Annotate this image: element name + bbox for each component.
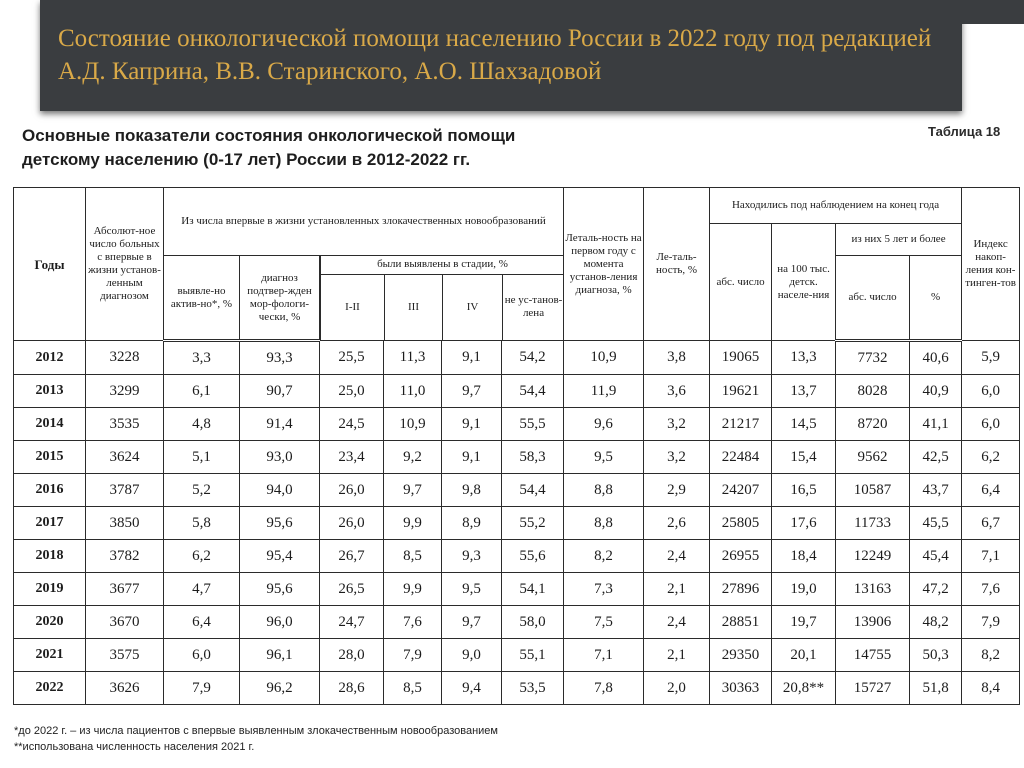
cell-active: 3,3	[164, 341, 240, 375]
cell-abs: 3575	[86, 639, 164, 672]
cell-leth: 2,6	[644, 507, 710, 540]
cell-index: 6,7	[962, 507, 1020, 540]
footnote-1: *до 2022 г. – из числа пациентов с впервые выявленным злокачественным новообразованием	[14, 725, 498, 737]
cell-five_pct: 47,2	[910, 573, 962, 606]
cell-morph: 91,4	[240, 408, 320, 441]
cell-year: 2020	[14, 606, 86, 639]
cell-five_pct: 45,5	[910, 507, 962, 540]
cell-active: 7,9	[164, 672, 240, 705]
cell-s12: 26,0	[320, 474, 384, 507]
header-stage-1-2: I-II	[321, 274, 385, 340]
cell-s4: 9,1	[442, 408, 502, 441]
header-stage-unknown: не ус-танов-лена	[503, 274, 564, 340]
stages-subtable	[320, 256, 564, 340]
cell-sn: 54,4	[502, 474, 564, 507]
cell-leth1: 10,9	[564, 341, 644, 375]
header-stages-group: были выявлены в стадии, %	[321, 256, 564, 274]
cell-morph: 95,6	[240, 573, 320, 606]
cell-sn: 55,5	[502, 408, 564, 441]
cell-s3: 9,7	[384, 474, 442, 507]
cell-sn: 58,3	[502, 441, 564, 474]
cell-sn: 58,0	[502, 606, 564, 639]
cell-obs_rate: 19,7	[772, 606, 836, 639]
cell-five_abs: 10587	[836, 474, 910, 507]
cell-s3: 11,0	[384, 375, 442, 408]
cell-obs_abs: 28851	[710, 606, 772, 639]
cell-leth1: 11,9	[564, 375, 644, 408]
cell-five_abs: 9562	[836, 441, 910, 474]
cell-obs_abs: 26955	[710, 540, 772, 573]
cell-s4: 9,0	[442, 639, 502, 672]
cell-active: 4,8	[164, 408, 240, 441]
cell-five_pct: 43,7	[910, 474, 962, 507]
cell-obs_rate: 13,3	[772, 341, 836, 375]
cell-five_abs: 13906	[836, 606, 910, 639]
table-caption	[22, 124, 742, 172]
cell-five_pct: 40,6	[910, 341, 962, 375]
cell-morph: 94,0	[240, 474, 320, 507]
cell-leth1: 7,3	[564, 573, 644, 606]
cell-year: 2014	[14, 408, 86, 441]
cell-sn: 55,6	[502, 540, 564, 573]
cell-index: 7,6	[962, 573, 1020, 606]
cell-leth1: 7,5	[564, 606, 644, 639]
cell-s12: 26,7	[320, 540, 384, 573]
cell-obs_rate: 20,1	[772, 639, 836, 672]
cell-index: 6,2	[962, 441, 1020, 474]
header-five-abs: абс. число	[836, 256, 910, 341]
header-stage-4: IV	[443, 274, 503, 340]
cell-morph: 93,0	[240, 441, 320, 474]
cell-active: 5,2	[164, 474, 240, 507]
cell-obs_rate: 20,8**	[772, 672, 836, 705]
cell-year: 2021	[14, 639, 86, 672]
cell-five_abs: 11733	[836, 507, 910, 540]
cell-s12: 25,5	[320, 341, 384, 375]
cell-five_abs: 7732	[836, 341, 910, 375]
cell-index: 8,2	[962, 639, 1020, 672]
cell-s4: 9,8	[442, 474, 502, 507]
cell-s12: 28,0	[320, 639, 384, 672]
cell-active: 5,1	[164, 441, 240, 474]
cell-obs_abs: 21217	[710, 408, 772, 441]
table-row	[14, 375, 1020, 408]
slide-header	[0, 0, 1024, 115]
cell-active: 6,1	[164, 375, 240, 408]
cell-leth: 2,0	[644, 672, 710, 705]
cell-five_pct: 41,1	[910, 408, 962, 441]
header-detected-active: выявле-но актив-но*, %	[164, 256, 240, 341]
cell-s4: 9,3	[442, 540, 502, 573]
cell-sn: 53,5	[502, 672, 564, 705]
cell-morph: 96,1	[240, 639, 320, 672]
cell-morph: 90,7	[240, 375, 320, 408]
cell-morph: 96,2	[240, 672, 320, 705]
cell-five_abs: 13163	[836, 573, 910, 606]
header-absolute: Абсолют-ное число больных с впервые в жизни установ-ленным диагнозом	[86, 188, 164, 341]
header-morph-confirmed: диагноз подтвер-жден мор-фологи-чески, %	[240, 256, 320, 341]
cell-abs: 3228	[86, 341, 164, 375]
cell-obs_abs: 25805	[710, 507, 772, 540]
cell-active: 5,8	[164, 507, 240, 540]
cell-leth: 2,4	[644, 606, 710, 639]
cell-sn: 54,1	[502, 573, 564, 606]
cell-morph: 95,6	[240, 507, 320, 540]
table-caption-line-1: Основные показатели состояния онкологической помощи	[22, 126, 516, 145]
cell-s4: 9,1	[442, 341, 502, 375]
cell-five_pct: 45,4	[910, 540, 962, 573]
cell-five_pct: 50,3	[910, 639, 962, 672]
cell-index: 6,0	[962, 408, 1020, 441]
table-row	[14, 474, 1020, 507]
cell-s3: 8,5	[384, 672, 442, 705]
header-five-pct: %	[910, 256, 962, 341]
table-row	[14, 639, 1020, 672]
header-abs-number: абс. число	[710, 224, 772, 341]
cell-s4: 9,4	[442, 672, 502, 705]
indicators-table	[13, 187, 1020, 705]
cell-abs: 3787	[86, 474, 164, 507]
cell-morph: 96,0	[240, 606, 320, 639]
cell-abs: 3782	[86, 540, 164, 573]
table-row	[14, 672, 1020, 705]
header-accumulation-index: Индекс накоп-ления кон-тинген-тов	[962, 188, 1020, 341]
cell-year: 2017	[14, 507, 86, 540]
cell-leth: 2,1	[644, 573, 710, 606]
cell-leth1: 8,8	[564, 507, 644, 540]
cell-obs_rate: 13,7	[772, 375, 836, 408]
cell-leth1: 7,1	[564, 639, 644, 672]
cell-abs: 3850	[86, 507, 164, 540]
cell-active: 4,7	[164, 573, 240, 606]
cell-obs_rate: 15,4	[772, 441, 836, 474]
cell-leth: 3,6	[644, 375, 710, 408]
cell-leth1: 8,8	[564, 474, 644, 507]
cell-obs_abs: 29350	[710, 639, 772, 672]
cell-obs_abs: 19065	[710, 341, 772, 375]
cell-five_abs: 12249	[836, 540, 910, 573]
cell-morph: 93,3	[240, 341, 320, 375]
cell-index: 8,4	[962, 672, 1020, 705]
cell-s4: 9,5	[442, 573, 502, 606]
cell-year: 2015	[14, 441, 86, 474]
header-observed-group: Находились под наблюдением на конец года	[710, 188, 962, 224]
cell-leth: 3,2	[644, 441, 710, 474]
cell-abs: 3624	[86, 441, 164, 474]
cell-s4: 9,1	[442, 441, 502, 474]
cell-s3: 9,9	[384, 573, 442, 606]
cell-s12: 28,6	[320, 672, 384, 705]
cell-leth1: 8,2	[564, 540, 644, 573]
cell-five_abs: 8720	[836, 408, 910, 441]
cell-index: 7,1	[962, 540, 1020, 573]
cell-five_abs: 8028	[836, 375, 910, 408]
cell-five_abs: 14755	[836, 639, 910, 672]
title-box	[40, 0, 962, 111]
cell-obs_abs: 19621	[710, 375, 772, 408]
cell-five_abs: 15727	[836, 672, 910, 705]
cell-s12: 26,0	[320, 507, 384, 540]
cell-five_pct: 40,9	[910, 375, 962, 408]
cell-index: 7,9	[962, 606, 1020, 639]
cell-s3: 7,6	[384, 606, 442, 639]
cell-five_pct: 48,2	[910, 606, 962, 639]
cell-leth: 2,4	[644, 540, 710, 573]
cell-index: 5,9	[962, 341, 1020, 375]
header-five-years-group: из них 5 лет и более	[836, 224, 962, 256]
cell-abs: 3677	[86, 573, 164, 606]
table-row	[14, 540, 1020, 573]
cell-five_pct: 42,5	[910, 441, 962, 474]
cell-s4: 9,7	[442, 606, 502, 639]
cell-sn: 55,2	[502, 507, 564, 540]
footnote-2: **использована численность населения 2021 г.	[14, 741, 255, 753]
table-row	[14, 441, 1020, 474]
cell-obs_abs: 22484	[710, 441, 772, 474]
cell-obs_rate: 14,5	[772, 408, 836, 441]
cell-s3: 8,5	[384, 540, 442, 573]
cell-obs_rate: 16,5	[772, 474, 836, 507]
table-row	[14, 507, 1020, 540]
cell-leth: 3,2	[644, 408, 710, 441]
cell-leth1: 9,5	[564, 441, 644, 474]
cell-active: 6,0	[164, 639, 240, 672]
cell-leth1: 7,8	[564, 672, 644, 705]
header-lethality-first-year: Леталь-ность на первом году с момента установ-ления диагноза, %	[564, 188, 644, 341]
cell-obs_abs: 24207	[710, 474, 772, 507]
cell-obs_rate: 18,4	[772, 540, 836, 573]
cell-s3: 10,9	[384, 408, 442, 441]
cell-s4: 9,7	[442, 375, 502, 408]
header-stage-3: III	[385, 274, 443, 340]
cell-five_pct: 51,8	[910, 672, 962, 705]
header-years: Годы	[14, 188, 86, 341]
header-per-100k: на 100 тыс. детск. населе-ния	[772, 224, 836, 341]
table-row	[14, 341, 1020, 375]
cell-obs_abs: 27896	[710, 573, 772, 606]
cell-obs_abs: 30363	[710, 672, 772, 705]
cell-year: 2018	[14, 540, 86, 573]
cell-sn: 54,2	[502, 341, 564, 375]
cell-abs: 3670	[86, 606, 164, 639]
cell-index: 6,4	[962, 474, 1020, 507]
cell-year: 2013	[14, 375, 86, 408]
header-new-cases-group: Из числа впервые в жизни установленных злокачественных новообразований	[164, 188, 564, 256]
cell-leth: 2,1	[644, 639, 710, 672]
cell-s12: 24,5	[320, 408, 384, 441]
table-body	[14, 341, 1020, 705]
cell-leth: 2,9	[644, 474, 710, 507]
cell-s12: 26,5	[320, 573, 384, 606]
cell-s12: 25,0	[320, 375, 384, 408]
cell-s4: 8,9	[442, 507, 502, 540]
cell-abs: 3535	[86, 408, 164, 441]
header-lethality: Ле-таль-ность, %	[644, 188, 710, 341]
table-row	[14, 606, 1020, 639]
table-row	[14, 573, 1020, 606]
cell-morph: 95,4	[240, 540, 320, 573]
table-caption-line-2: детскому населению (0-17 лет) России в 2012-2022 гг.	[22, 150, 471, 169]
table-number: Таблица 18	[928, 124, 1001, 139]
cell-obs_rate: 19,0	[772, 573, 836, 606]
cell-s3: 9,9	[384, 507, 442, 540]
cell-obs_rate: 17,6	[772, 507, 836, 540]
footnotes	[14, 723, 774, 755]
cell-active: 6,4	[164, 606, 240, 639]
cell-sn: 54,4	[502, 375, 564, 408]
cell-year: 2022	[14, 672, 86, 705]
table-row	[14, 408, 1020, 441]
cell-year: 2019	[14, 573, 86, 606]
cell-leth1: 9,6	[564, 408, 644, 441]
cell-abs: 3299	[86, 375, 164, 408]
cell-s12: 24,7	[320, 606, 384, 639]
cell-s3: 11,3	[384, 341, 442, 375]
cell-index: 6,0	[962, 375, 1020, 408]
cell-abs: 3626	[86, 672, 164, 705]
cell-leth: 3,8	[644, 341, 710, 375]
title-strip-decoration	[962, 0, 1024, 24]
cell-active: 6,2	[164, 540, 240, 573]
cell-year: 2016	[14, 474, 86, 507]
cell-s12: 23,4	[320, 441, 384, 474]
cell-year: 2012	[14, 341, 86, 375]
slide-title: Состояние онкологической помощи населению России в 2022 году под редакцией А.Д. Каприна, В.В. Старинского, А.О. Шахзадовой	[58, 25, 932, 85]
cell-s3: 7,9	[384, 639, 442, 672]
cell-sn: 55,1	[502, 639, 564, 672]
cell-s3: 9,2	[384, 441, 442, 474]
